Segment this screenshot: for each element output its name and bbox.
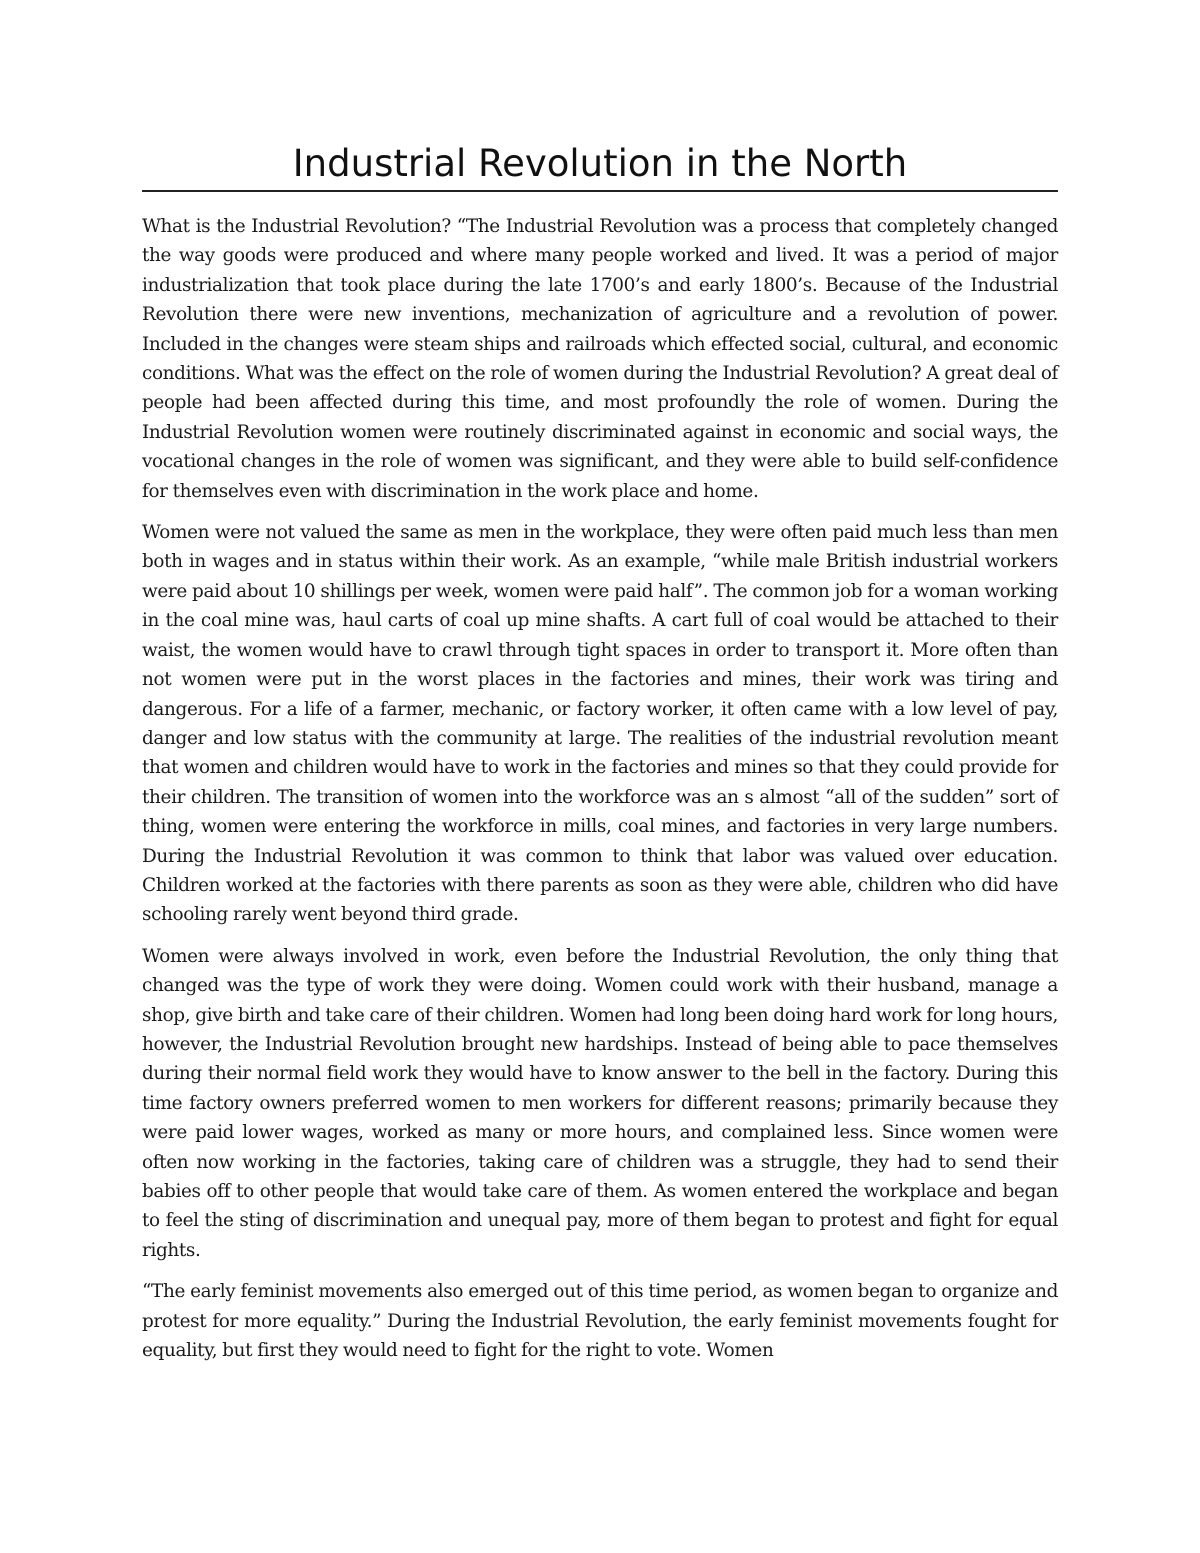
paragraph-2: Women were not valued the same as men in the workplace, they were often paid much less than men both in wages and in status within their work. As an example, “while male British industrial workers were paid about 10 shillings per week, women were paid half”. The common job for a woman working in the coal mine was, haul carts of coal up mine shafts. A cart full of coal would be attached to their waist, the women would have to crawl through tight spaces in order to transport it. More often than not women were put in the worst places in the factories and mines, their work was tiring and dangerous. For a life of a farmer, mechanic, or factory worker, it often came with a low level of pay, danger and low status with the community at large. The realities of the industrial revolution meant that women and children would have to work in the factories and mines so that they could provide for their children. The transition of women into the workforce was an s almost “all of the sudden” sort of thing, women were entering the workforce in mills, coal mines, and factories in very large numbers. During the Industrial Revolution it was common to think that labor was valued over education. Children worked at the factories with there parents as soon as they were able, children who did have schooling rarely went beyond third grade. <box>142 522 1058 926</box>
paragraph-1: What is the Industrial Revolution? “The Industrial Revolution was a process that completely changed the way goods were produced and where many people worked and lived. It was a period of major industrialization that took place during the late 1700’s and early 1800’s. Because of the Industrial Revolution there were new inventions, mechanization of agriculture and a revolution of power. Included in the changes were steam ships and railroads which effected social, cultural, and economic conditions. What was the effect on the role of women during the Industrial Revolution? A great deal of people had been affected during this time, and most profoundly the role of women. During the Industrial Revolution women were routinely discriminated against in economic and social ways, the vocational changes in the role of women was significant, and they were able to build self-confidence for themselves even with discrimination in the work place and home. <box>142 216 1058 502</box>
paragraph-4: “The early feminist movements also emerged out of this time period, as women began to organize and protest for more equality.” During the Industrial Revolution, the early feminist movements fought for equality, but first they would need to fight for the right to vote. Women <box>142 1281 1058 1362</box>
page-title: Industrial Revolution in the North <box>142 140 1058 192</box>
document-body <box>142 212 1058 1365</box>
document-content <box>142 140 1058 1377</box>
paragraph-3: Women were always involved in work, even before the Industrial Revolution, the only thing that changed was the type of work they were doing. Women could work with their husband, manage a shop, give birth and take care of their children. Women had long been doing hard work for long hours, however, the Industrial Revolution brought new hardships. Instead of being able to pace themselves during their normal field work they would have to know answer to the bell in the factory. During this time factory owners preferred women to men workers for different reasons; primarily because they were paid lower wages, worked as many or more hours, and complained less. Since women were often now working in the factories, taking care of children was a struggle, they had to send their babies off to other people that would take care of them. As women entered the workplace and began to feel the sting of discrimination and unequal pay, more of them began to protest and fight for equal rights. <box>142 945 1058 1261</box>
